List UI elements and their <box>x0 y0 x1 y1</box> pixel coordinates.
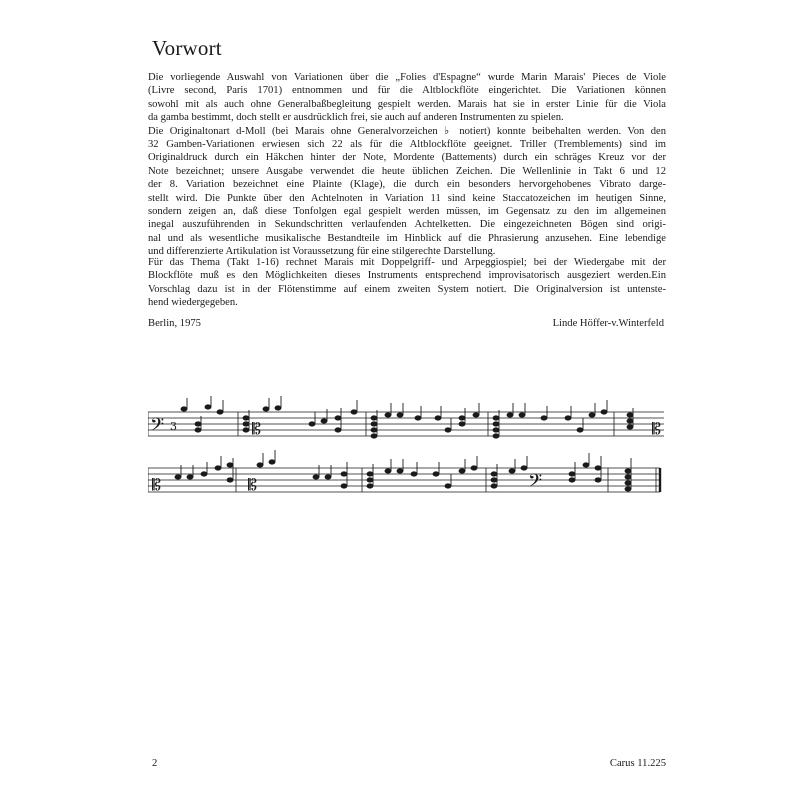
catalog-number: Carus 11.225 <box>609 758 666 769</box>
text-line: stellt wird. Die Punkte über den Achtelnoten in Variation 11 sind keine Staccatozeichen im heutigen Sinne, <box>148 192 666 204</box>
text-line: Vorschlag dazu ist in der Flötenstimme auf einem zweiten System notiert. Die Originalversion ist untenste- <box>148 283 666 295</box>
text-line: (Livre second, Paris 1701) entnommen und für die Altblockflöte eingerichtet. Die Variationen können <box>148 85 666 97</box>
svg-text:𝄢: 𝄢 <box>150 415 165 440</box>
text-line: Die Originaltonart d-Moll (bei Marais ohne Generalvorzeichen ♭ notiert) konnte beibehalten werden. Von den <box>148 125 666 137</box>
place-date: Berlin, 1975 <box>148 318 201 329</box>
text-line: Blockflöte muß es den Möglichkeiten dieses Instruments entsprechend improvisatorisch ausgeziert werden.Ein <box>148 270 666 282</box>
text-line: nal und als wesentliche musikalische Bestandteile im Hinblick auf die Phrasierung anzusehen. Eine lebendige <box>148 232 666 244</box>
text-line: Für das Thema (Takt 1-16) rechnet Marais mit Doppelgriff- und Arpeggiospiel; bei der Wiedergabe mit der <box>148 257 666 268</box>
text-line: 32 Gamben-Variationen erwiesen sich 22 als für die Altblockflöte geeignet. Triller (Tremblements) sind im <box>148 139 666 151</box>
svg-text:𝄡: 𝄡 <box>652 419 661 438</box>
text-line: Die vorliegende Auswahl von Variationen über die „Folies d'Espagne“ wurde Marin Marais' Pieces de Viole <box>148 72 666 83</box>
text-line: und differenzierte Artikulation ist Voraussetzung für eine stilgerechte Darstellung. <box>148 246 496 258</box>
text-line: Note bezeichnet; unsere Ausgabe verwendet die heute üblichen Zeichen. Die Wellenlinie in Takt 6 und 12 <box>148 165 666 177</box>
page-number: 2 <box>152 758 158 769</box>
author-signature: Linde Höffer-v.Winterfeld <box>552 318 664 329</box>
text-line: da gamba bestimmt, doch stellt er ausdrücklich frei, sie auch auf anderen Instrumenten zu spielen. <box>148 112 564 124</box>
music-notation <box>148 396 668 506</box>
text-line: sondern zeigen an, daß diese Tonfolgen egal gespielt werden müssen, im Gegensatz zu den im allgemeinen <box>148 206 666 218</box>
svg-text:𝄡: 𝄡 <box>252 419 261 438</box>
text-line: der 8. Variation bezeichnet eine Plainte (Klage), die durch ein besonders hervorgehobenes Vibrato darge- <box>148 179 666 191</box>
svg-text:𝄡: 𝄡 <box>152 475 161 494</box>
svg-text:𝄢: 𝄢 <box>528 471 543 496</box>
preface-paragraph-1 <box>148 71 666 259</box>
text-line: inegal auszuführenden in Sekundschritten verlaufenden Achtelketten. Die eingezeichneten Bögen sind origi- <box>148 219 666 231</box>
text-line: hend wiedergegeben. <box>148 297 238 309</box>
svg-text:3: 3 <box>170 420 177 433</box>
page-title: Vorwort <box>152 36 222 60</box>
text-line: sowohl mit als auch ohne Generalbaßbegleitung gespielt werden. Marais hat sie in erster Linie für die Viola <box>148 98 666 110</box>
svg-text:𝄡: 𝄡 <box>248 475 257 494</box>
text-line: Originaldruck durch ein Häkchen hinter der Note, Mordente (Battements) durch ein schräges Kreuz vor der <box>148 152 666 164</box>
preface-paragraph-2 <box>148 256 666 310</box>
